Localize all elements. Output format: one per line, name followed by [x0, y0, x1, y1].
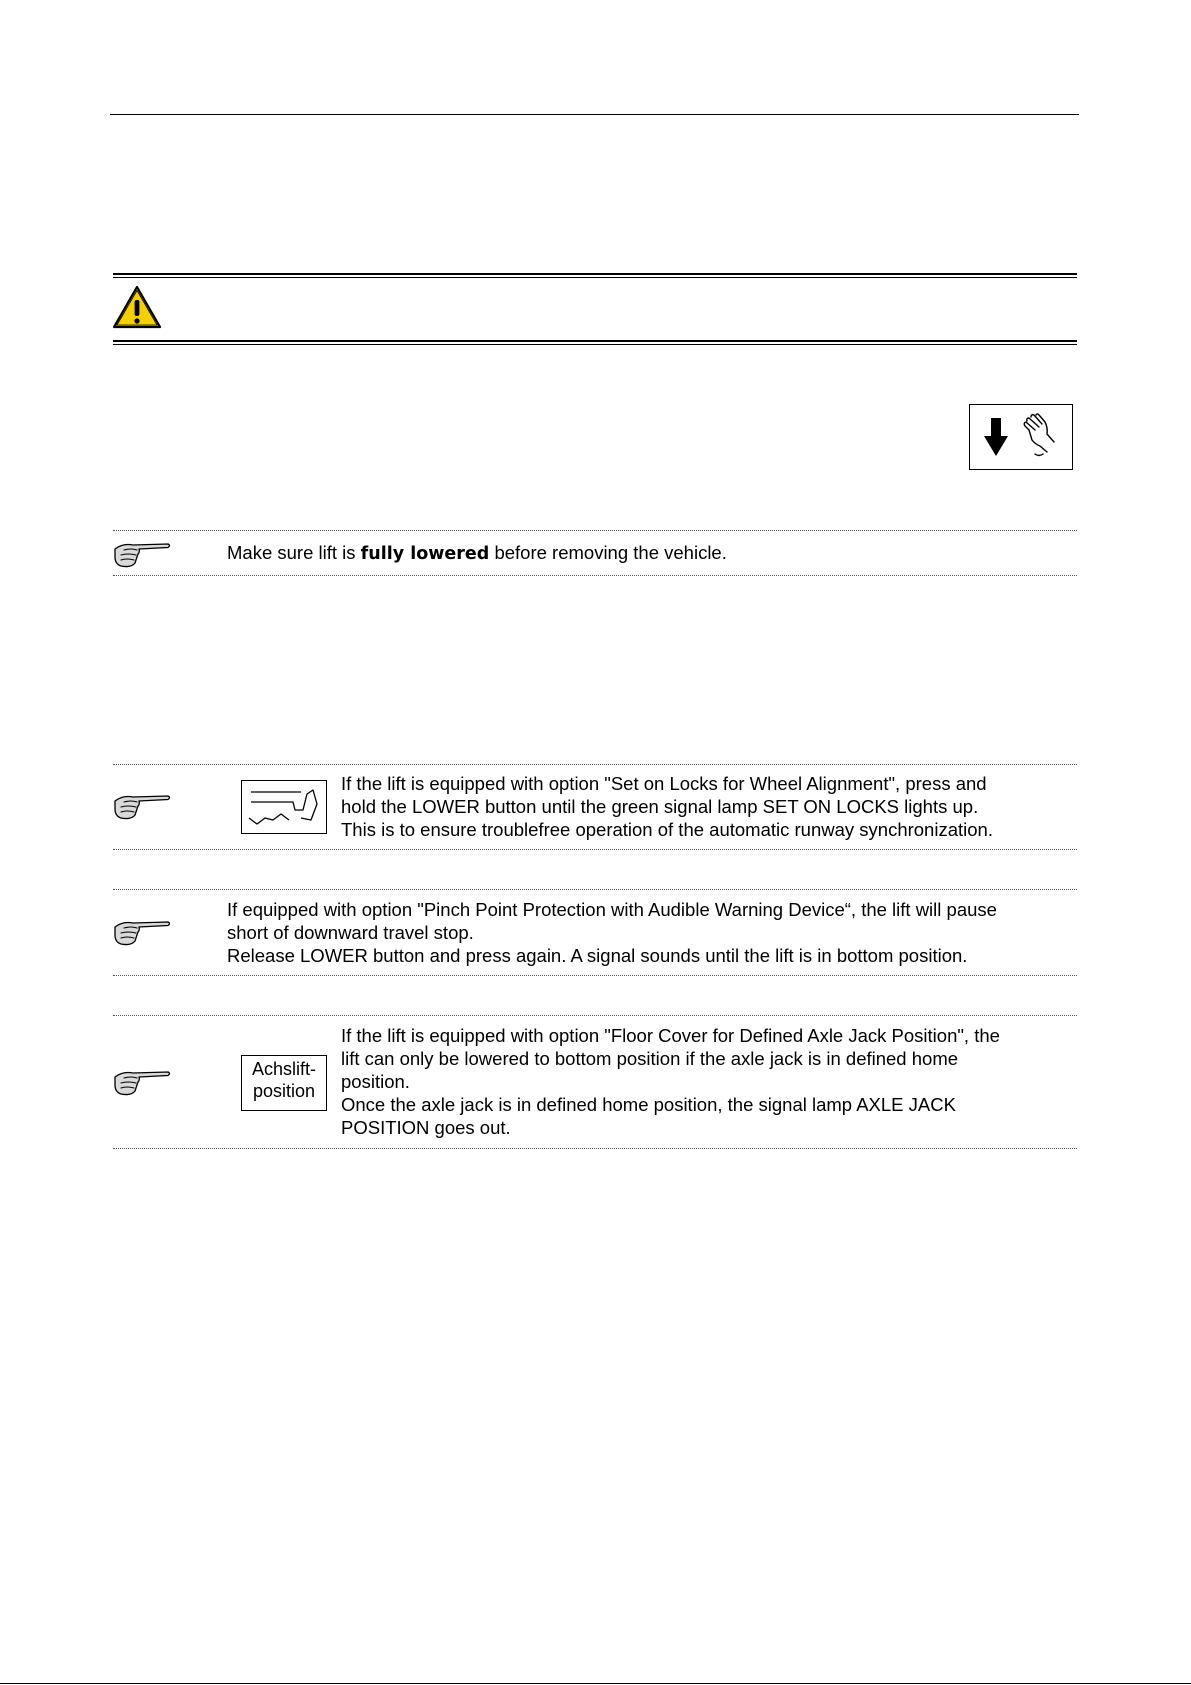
- warning-triangle-icon: [112, 285, 162, 330]
- note4-line: If the lift is equipped with option "Floor Cover for Defined Axle Jack Position", the: [341, 1025, 1000, 1046]
- set-on-locks-icon: [241, 780, 327, 834]
- note3-line: short of downward travel stop.: [227, 922, 474, 943]
- note1-bold: fully lowered: [360, 544, 490, 564]
- page-bottom-rule: [0, 1683, 1191, 1684]
- indicator-line: position: [252, 1081, 316, 1101]
- note2-line: If the lift is equipped with option "Set on Locks for Wheel Alignment", press and: [341, 773, 987, 794]
- note2-line: This is to ensure troublefree operation of the automatic runway synchronization.: [341, 819, 993, 840]
- note4-bottom-rule: [113, 1148, 1077, 1149]
- note1-top-rule: [113, 530, 1077, 531]
- note3-bottom-rule: [113, 975, 1077, 976]
- note1-bottom-rule: [113, 575, 1077, 576]
- note4-text: [341, 1024, 1000, 1139]
- note3-line: Release LOWER button and press again. A signal sounds until the lift is in bottom position.: [227, 945, 968, 966]
- note3-text: [227, 898, 997, 967]
- axle-jack-position-indicator: [241, 1055, 327, 1111]
- note4-line: lift can only be lowered to bottom position if the axle jack is in defined home: [341, 1048, 959, 1069]
- pointing-hand-icon: [113, 791, 173, 821]
- note2-text: [341, 772, 993, 841]
- note2-bottom-rule: [113, 849, 1077, 850]
- lower-arrow-hand-icon: [969, 404, 1073, 470]
- note1-prefix: Make sure lift is: [227, 542, 361, 563]
- note2-top-rule: [113, 764, 1077, 765]
- note1-text: [227, 541, 727, 566]
- pointing-hand-icon: [113, 539, 173, 569]
- indicator-line: Achslift-: [251, 1059, 316, 1079]
- note4-line: POSITION goes out.: [341, 1117, 511, 1138]
- note4-line: position.: [341, 1071, 410, 1092]
- warning-top-rule: [113, 273, 1077, 278]
- note3-line: If equipped with option "Pinch Point Protection with Audible Warning Device“, the lift will pause: [227, 899, 997, 920]
- pointing-hand-icon: [113, 1067, 173, 1097]
- note1-suffix: before removing the vehicle.: [489, 542, 727, 563]
- header-rule: [110, 114, 1079, 115]
- warning-bottom-rule: [113, 340, 1077, 345]
- note3-top-rule: [113, 889, 1077, 890]
- note4-top-rule: [113, 1015, 1077, 1016]
- pointing-hand-icon: [113, 917, 173, 947]
- note4-line: Once the axle jack is in defined home position, the signal lamp AXLE JACK: [341, 1094, 956, 1115]
- note2-line: hold the LOWER button until the green signal lamp SET ON LOCKS lights up.: [341, 796, 979, 817]
